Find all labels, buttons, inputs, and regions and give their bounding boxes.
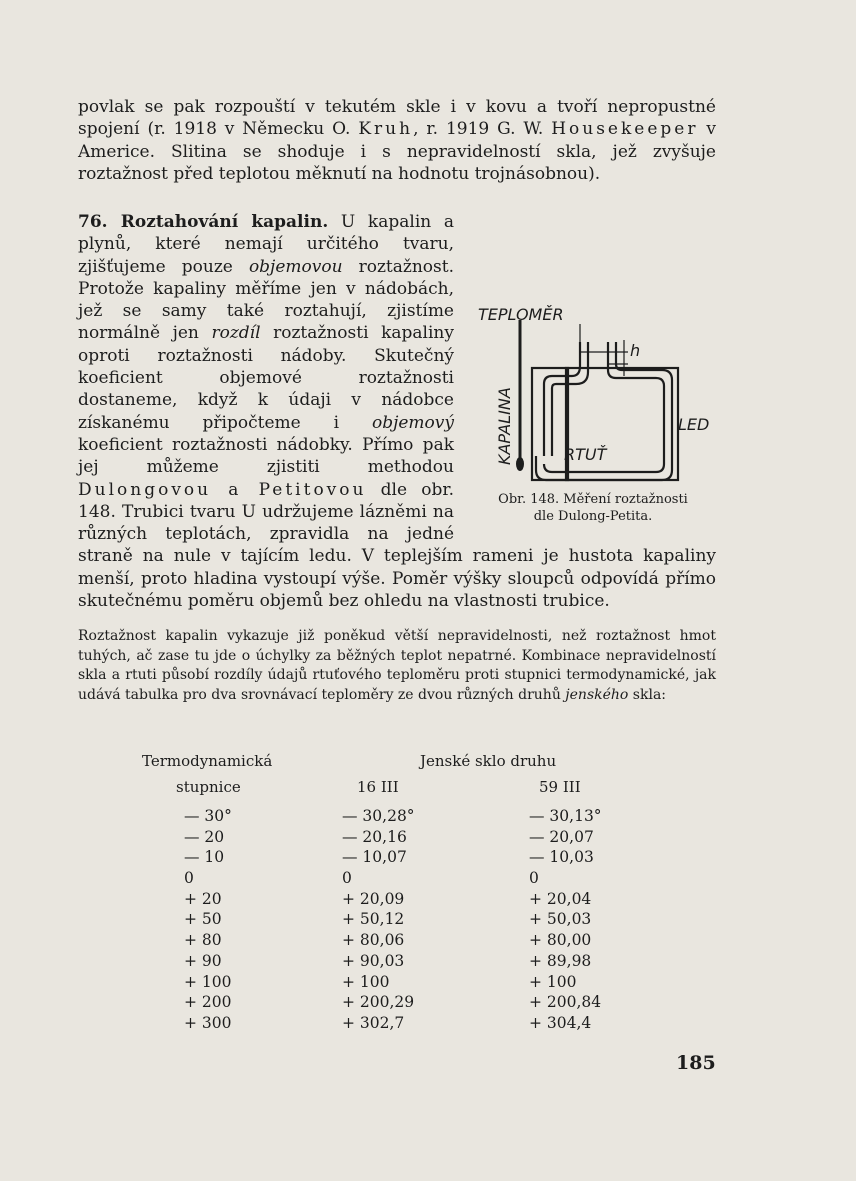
table-cell: + 80,00 <box>529 931 592 950</box>
table-cell: + 50 <box>184 910 222 929</box>
table-cell: + 302,7 <box>342 1013 405 1032</box>
column-termodynamicka <box>184 806 232 1034</box>
table-cell: + 300 <box>184 1013 232 1032</box>
author-name-kruh: Kruh <box>358 119 414 140</box>
section-text: dle obr. 148. Trubici tvaru U udržujeme lázněmi na různých teplotách, zpravidla na jedné straně na nule v tajícím ledu. V teplejším rameni je hustota kapaliny menší, proto hladina vystoupí výše. Poměr výšky sloupců odpovídá přímo skutečnému poměru objemů bez ohledu na vlastnosti trubice. <box>78 479 716 612</box>
thermometer-bulb <box>516 457 524 471</box>
u-tube-left <box>544 342 580 456</box>
column-59-iii <box>529 806 602 1034</box>
header-59-iii: 59 III <box>539 778 581 796</box>
table-cell: + 100 <box>342 972 390 991</box>
table-cell: + 90,03 <box>342 951 405 970</box>
label-h: h <box>630 341 641 360</box>
figure-148 <box>468 300 718 532</box>
table-cell: 0 <box>184 869 194 888</box>
section-text: U kapalin a plynů, které nemají určitého tvaru, zjišťujeme pouze <box>78 212 455 277</box>
table-cell: + 200,84 <box>529 993 602 1012</box>
figure-caption <box>468 491 718 525</box>
table-cell: — 10,03 <box>529 848 594 867</box>
header-jenske-sklo: Jenské sklo druhu <box>420 752 557 770</box>
table-cell: + 100 <box>184 972 232 991</box>
table-cell: + 200 <box>184 993 232 1012</box>
label-led: LED <box>678 415 710 434</box>
table-cell: — 10 <box>184 848 225 867</box>
paragraph-text: v Americe. Slitina se shoduje i s nepravidelností skla, jež zvyšuje roztažnost před teplotou měknutí na hodnotu trojnásobnou). <box>78 119 716 184</box>
table-cell: — 30,13° <box>529 807 602 825</box>
table-cell: + 80,06 <box>342 931 405 950</box>
table-cell: + 200,29 <box>342 993 415 1012</box>
small-text: skla: <box>628 686 667 703</box>
table-cell: 0 <box>342 869 352 888</box>
table-cell: — 20,16 <box>342 827 407 846</box>
author-name-housekeeper: Housekeeper <box>551 119 699 140</box>
italic-term: objemovou <box>248 256 343 277</box>
table-cell: + 80 <box>184 931 222 950</box>
italic-term: jenského <box>565 686 629 703</box>
table-cell: — 30° <box>184 807 232 825</box>
u-tube-diagram <box>468 300 718 490</box>
paragraph-continuation <box>78 96 716 185</box>
header-stupnice: stupnice <box>176 778 241 796</box>
paragraph-text: povlak se pak rozpouští v tekutém skle i v kovu a tvoří nepropustné spojení (r. 1918 v Německu O. <box>78 97 716 140</box>
table-cell: + 304,4 <box>529 1013 592 1032</box>
table-cell: + 90 <box>184 951 222 970</box>
table-cell: 0 <box>529 869 539 888</box>
section-text: roztažnosti kapaliny oproti roztažnosti nádoby. Skutečný koeficient objemové roztažnosti dostaneme, když k údaji v nádobce získanému připočteme i <box>78 323 454 433</box>
section-text: koeficient roztažnosti nádobky. Přímo pak jej můžeme zjistiti methodou <box>78 434 454 478</box>
table-cell: — 20,07 <box>529 827 594 846</box>
table-cell: + 50,12 <box>342 910 405 929</box>
table-cell: — 30,28° <box>342 807 415 825</box>
table-cell: + 100 <box>529 972 577 991</box>
paragraph-text: , r. 1919 G. W. <box>413 119 552 140</box>
label-rtut: RTUŤ <box>564 445 607 464</box>
table-cell: + 20,09 <box>342 889 405 908</box>
section-heading: 76. Roztahování kapalin. <box>78 212 329 232</box>
italic-term: objemový <box>371 412 454 433</box>
label-kapalina: KAPALINA <box>495 387 514 465</box>
table-cell: + 20,04 <box>529 889 592 908</box>
table-cell: — 20 <box>184 827 225 846</box>
label-teplomer: TEPLOMĚR <box>478 305 564 324</box>
table-cell: + 50,03 <box>529 910 592 929</box>
page-number: 185 <box>676 1052 716 1074</box>
italic-term: rozdíl <box>211 323 261 344</box>
caption-line-1: Obr. 148. Měření roztažnosti <box>498 492 688 507</box>
column-16-iii <box>342 806 415 1034</box>
table-cell: — 10,07 <box>342 848 407 867</box>
table-cell: + 20 <box>184 889 222 908</box>
small-text: Roztažnost kapalin vykazuje již poněkud větší nepravidelnosti, než roztažnost hmot tuhých, ač zase tu jde o úchylky za běžných teplot nepatrné. Kombinace nepravidelností skla a rtuti působí rozdíly údajů rtuťového teploměru proti stupnici termodynamické, jak udává tabulka pro dva srovnávací teploměry ze dvou různých druhů <box>78 628 716 703</box>
header-termodynamicka: Termodynamická <box>142 752 273 770</box>
method-name: Dulongovou a Petitovou <box>78 479 367 500</box>
caption-line-2: dle Dulong-Petita. <box>533 509 653 524</box>
table-cell: + 89,98 <box>529 951 592 970</box>
small-paragraph <box>78 627 716 705</box>
u-tube-left-inner <box>552 342 588 456</box>
header-16-iii: 16 III <box>357 778 399 796</box>
section-text: roztažnost. Protože kapaliny měříme jen v nádobách, jež se samy také roztahují, zjistíme normálně jen <box>78 256 454 344</box>
